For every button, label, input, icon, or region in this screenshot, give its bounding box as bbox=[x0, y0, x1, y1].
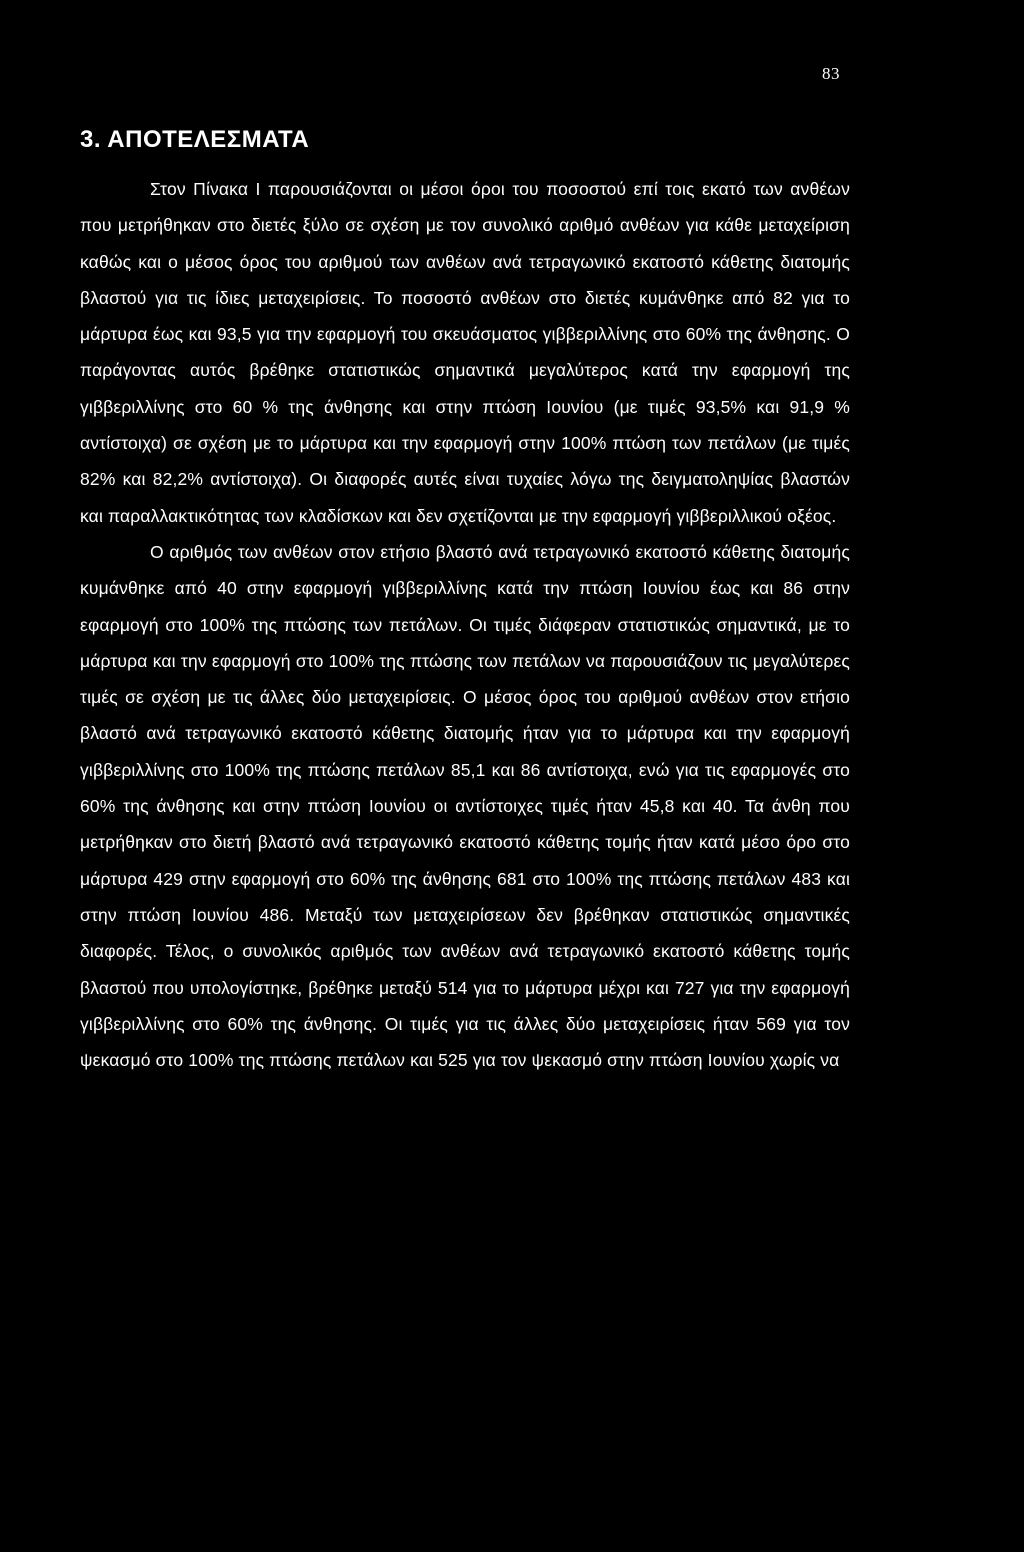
body-text bbox=[80, 171, 850, 1078]
paragraph-2: Ο αριθμός των ανθέων στον ετήσιο βλαστό ανά τετραγωνικό εκατοστό κάθετης διατομής κυμάνθηκε από 40 στην εφαρμογή γιββεριλλίνης κατά την πτώση Ιουνίου έως και 86 στην εφαρμογή στο 100% της πτώσης των πετάλων. Οι τιμές διάφεραν στατιστικώς σημαντικά, με το μάρτυρα και την εφαρμογή στο 100% της πτώσης των πετάλων να παρουσιάζουν τις μεγαλύτερες τιμές σε σχέση με τις άλλες δύο μεταχειρίσεις. Ο μέσος όρος του αριθμού ανθέων στον ετήσιο βλαστό ανά τετραγωνικό εκατοστό κάθετης διατομής ήταν για το μάρτυρα και την εφαρμογή γιββεριλλίνης στο 100% της πτώσης πετάλων 85,1 και 86 αντίστοιχα, ενώ για τις εφαρμογές στο 60% της άνθησης και στην πτώση Ιουνίου οι αντίστοιχες τιμές ήταν 45,8 και 40. Τα άνθη που μετρήθηκαν στο διετή βλαστό ανά τετραγωνικό εκατοστό κάθετης τομής ήταν κατά μέσο όρο στο μάρτυρα 429 στην εφαρμογή στο 60% της άνθησης 681 στο 100% της πτώσης πετάλων 483 και στην πτώση Ιουνίου 486. Μεταξύ των μεταχειρίσεων δεν βρέθηκαν στατιστικώς σημαντικές διαφορές. Τέλος, ο συνολικός αριθμός των ανθέων ανά τετραγωνικό εκατοστό κάθετης τομής βλαστού που υπολογίστηκε, βρέθηκε μεταξύ 514 για το μάρτυρα μέχρι και 727 για την εφαρμογή γιββεριλλίνης στο 60% της άνθησης. Οι τιμές για τις άλλες δύο μεταχειρίσεις ήταν 569 για τον ψεκασμό στο 100% της πτώσης πετάλων και 525 για τον ψεκασμό στην πτώση Ιουνίου χωρίς να bbox=[80, 541, 850, 1071]
paragraph-1: Στον Πίνακα Ι παρουσιάζονται οι μέσοι όροι του ποσοστού επί τοις εκατό των ανθέων που μετρήθηκαν στο διετές ξύλο σε σχέση με τον συνολικό αριθμό ανθέων για κάθε μεταχείριση καθώς και ο μέσος όρος του αριθμού των ανθέων ανά τετραγωνικό εκατοστό κάθετης διατομής βλαστού για τις ίδιες μεταχειρίσεις. Το ποσοστό ανθέων στο διετές κυμάνθηκε από 82 για το μάρτυρα έως και 93,5 για την εφαρμογή του σκευάσματος γιββεριλλίνης στο 60% της άνθησης. Ο παράγοντας αυτός βρέθηκε στατιστικώς σημαντικά μεγαλύτερος κατά την εφαρμογή της γιββεριλλίνης στο 60 % της άνθησης και στην πτώση Ιουνίου (με τιμές 93,5% και 91,9 % αντίστοιχα) σε σχέση με το μάρτυρα και την εφαρμογή στην 100% πτώση των πετάλων (με τιμές 82% και 82,2% αντίστοιχα). Οι διαφορές αυτές είναι τυχαίες λόγω της δειγματοληψίας βλαστών και παραλλακτικότητας των κλαδίσκων και δεν σχετίζονται με την εφαρμογή γιββεριλλικού οξέος. bbox=[80, 179, 850, 526]
page-number: 83 bbox=[822, 64, 840, 83]
section-heading: 3. ΑΠΟΤΕΛΕΣΜΑΤΑ bbox=[80, 126, 310, 153]
